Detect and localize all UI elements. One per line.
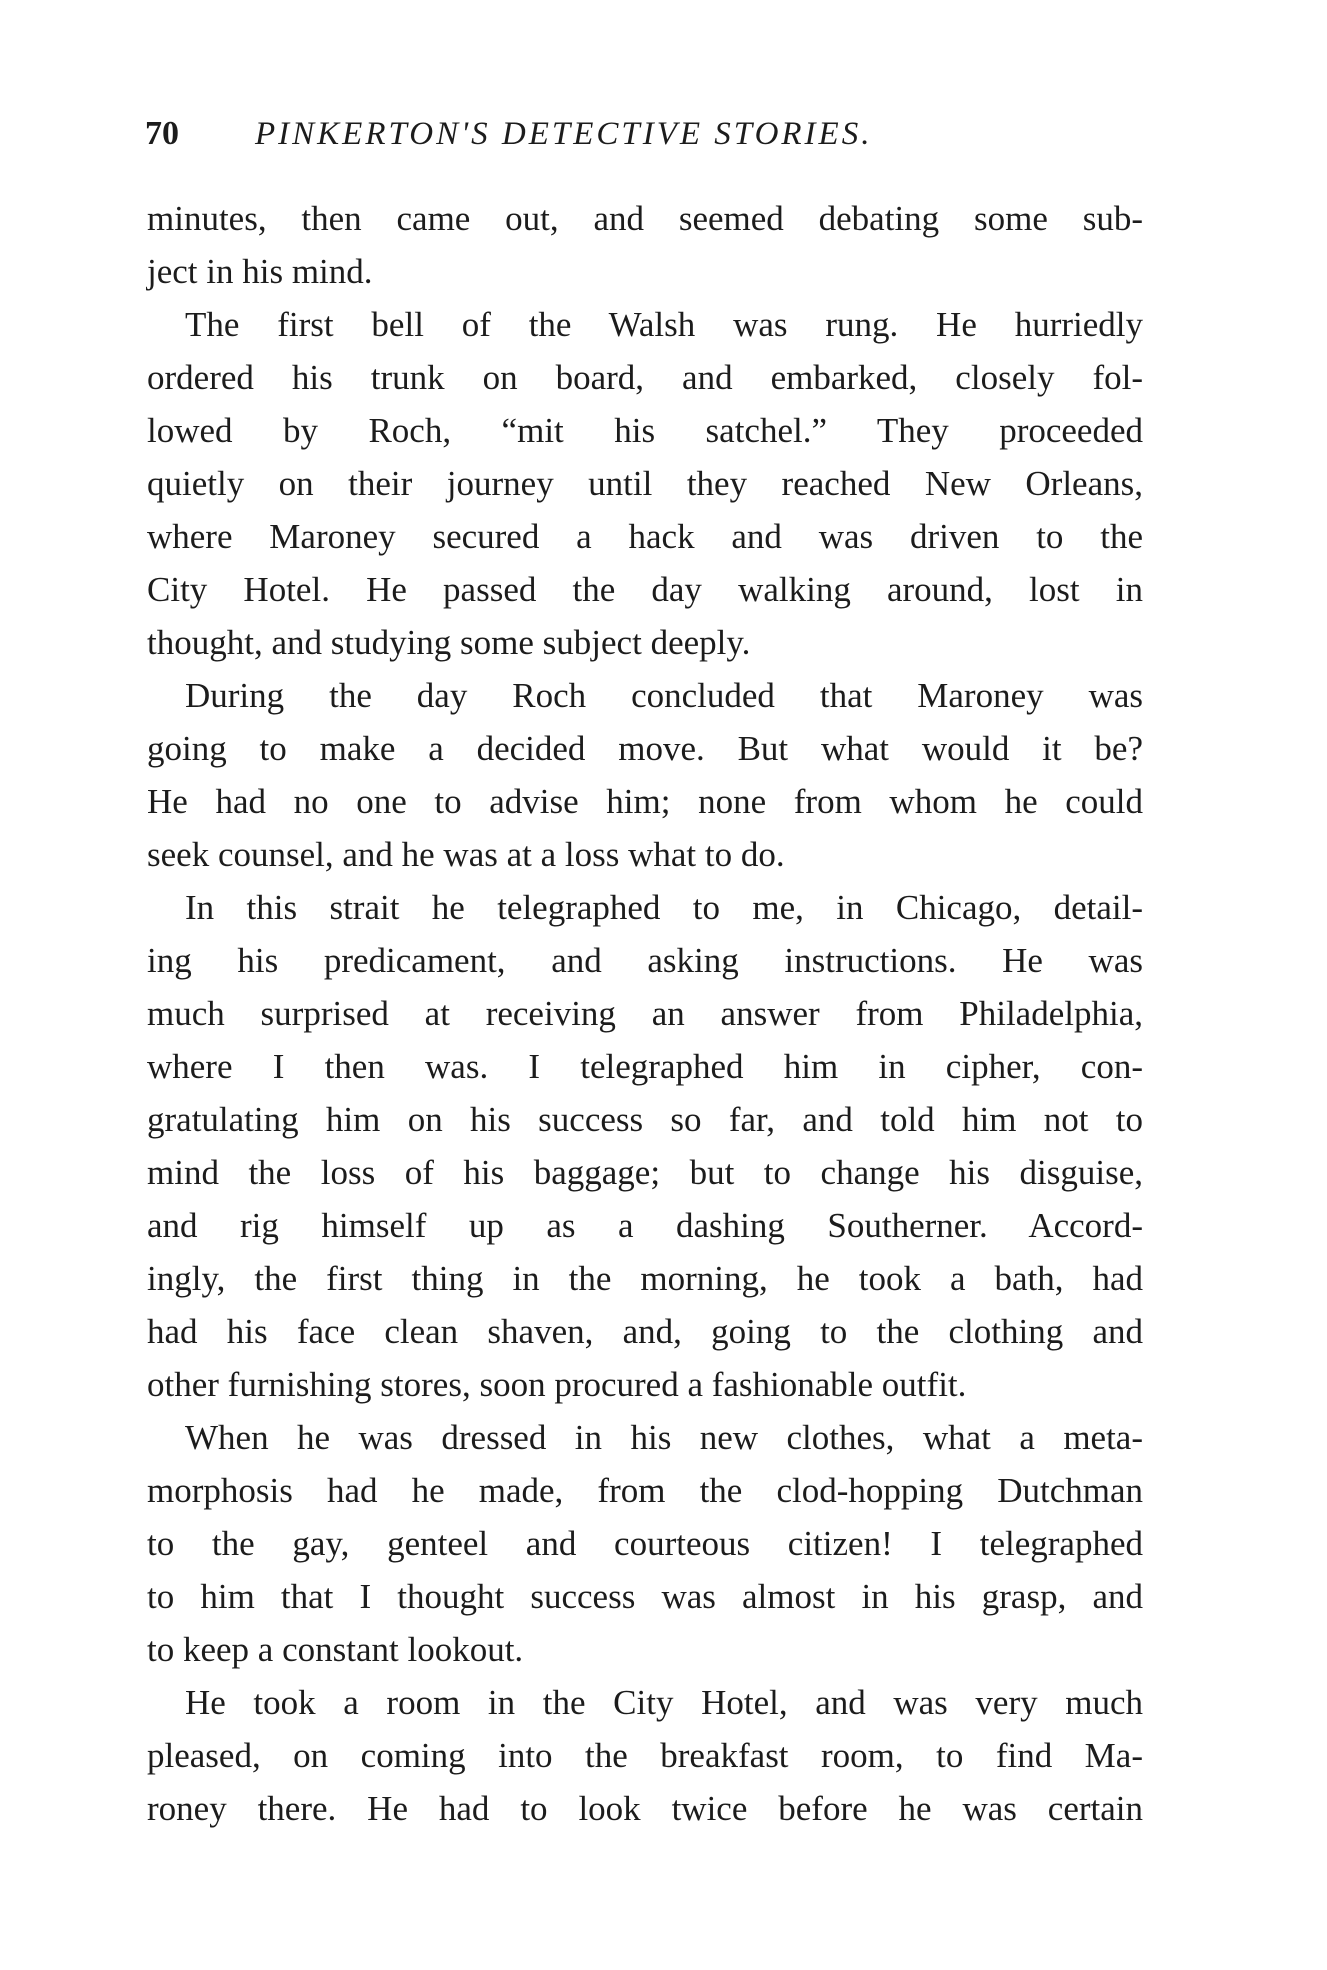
text-line: When he was dressed in his new clothes, what a meta- bbox=[185, 1418, 1143, 1457]
text-line: where I then was. I telegraphed him in cipher, con- bbox=[147, 1047, 1143, 1086]
text-line: thought, and studying some subject deeply. bbox=[147, 623, 751, 662]
text-line: In this strait he telegraphed to me, in Chicago, detail- bbox=[185, 888, 1143, 927]
body-text bbox=[147, 192, 1143, 1835]
text-line: ordered his trunk on board, and embarked, closely fol- bbox=[147, 358, 1143, 397]
text-line: lowed by Roch, “mit his satchel.” They proceeded bbox=[147, 411, 1143, 450]
paragraph bbox=[147, 1411, 1143, 1676]
text-line: going to make a decided move. But what would it be? bbox=[147, 729, 1143, 768]
text-line: He had no one to advise him; none from whom he could bbox=[147, 782, 1143, 821]
text-line: pleased, on coming into the breakfast room, to find Ma- bbox=[147, 1736, 1143, 1775]
page-number: 70 bbox=[145, 115, 179, 152]
text-line: had his face clean shaven, and, going to the clothing and bbox=[147, 1312, 1143, 1351]
text-line: to keep a constant lookout. bbox=[147, 1630, 524, 1669]
paragraph bbox=[147, 298, 1143, 669]
text-line: to the gay, genteel and courteous citizen! I telegraphed bbox=[147, 1524, 1143, 1563]
running-head bbox=[145, 112, 1155, 156]
paragraph bbox=[147, 192, 1143, 298]
text-line: He took a room in the City Hotel, and was very much bbox=[185, 1683, 1143, 1722]
text-line: and rig himself up as a dashing Southerner. Accord- bbox=[147, 1206, 1143, 1245]
text-line: to him that I thought success was almost in his grasp, and bbox=[147, 1577, 1143, 1616]
paragraph bbox=[147, 1676, 1143, 1835]
text-line: ing his predicament, and asking instructions. He was bbox=[147, 941, 1143, 980]
text-line: During the day Roch concluded that Maroney was bbox=[185, 676, 1143, 715]
text-line: ingly, the first thing in the morning, he took a bath, had bbox=[147, 1259, 1143, 1298]
text-line: other furnishing stores, soon procured a fashionable outfit. bbox=[147, 1365, 967, 1404]
text-line: roney there. He had to look twice before he was certain bbox=[147, 1789, 1143, 1828]
text-line: much surprised at receiving an answer from Philadelphia, bbox=[147, 994, 1143, 1033]
text-line: mind the loss of his baggage; but to change his disguise, bbox=[147, 1153, 1143, 1192]
text-line: seek counsel, and he was at a loss what to do. bbox=[147, 835, 785, 874]
text-line: The first bell of the Walsh was rung. He hurriedly bbox=[185, 305, 1143, 344]
text-line: minutes, then came out, and seemed debating some sub- bbox=[147, 199, 1143, 238]
running-title: PINKERTON'S DETECTIVE STORIES. bbox=[255, 116, 873, 152]
text-line: morphosis had he made, from the clod-hopping Dutchman bbox=[147, 1471, 1143, 1510]
text-line: ject in his mind. bbox=[147, 252, 373, 291]
text-line: where Maroney secured a hack and was driven to the bbox=[147, 517, 1143, 556]
paragraph bbox=[147, 881, 1143, 1411]
text-line: gratulating him on his success so far, and told him not to bbox=[147, 1100, 1143, 1139]
text-line: quietly on their journey until they reached New Orleans, bbox=[147, 464, 1143, 503]
text-line: City Hotel. He passed the day walking around, lost in bbox=[147, 570, 1143, 609]
paragraph bbox=[147, 669, 1143, 881]
